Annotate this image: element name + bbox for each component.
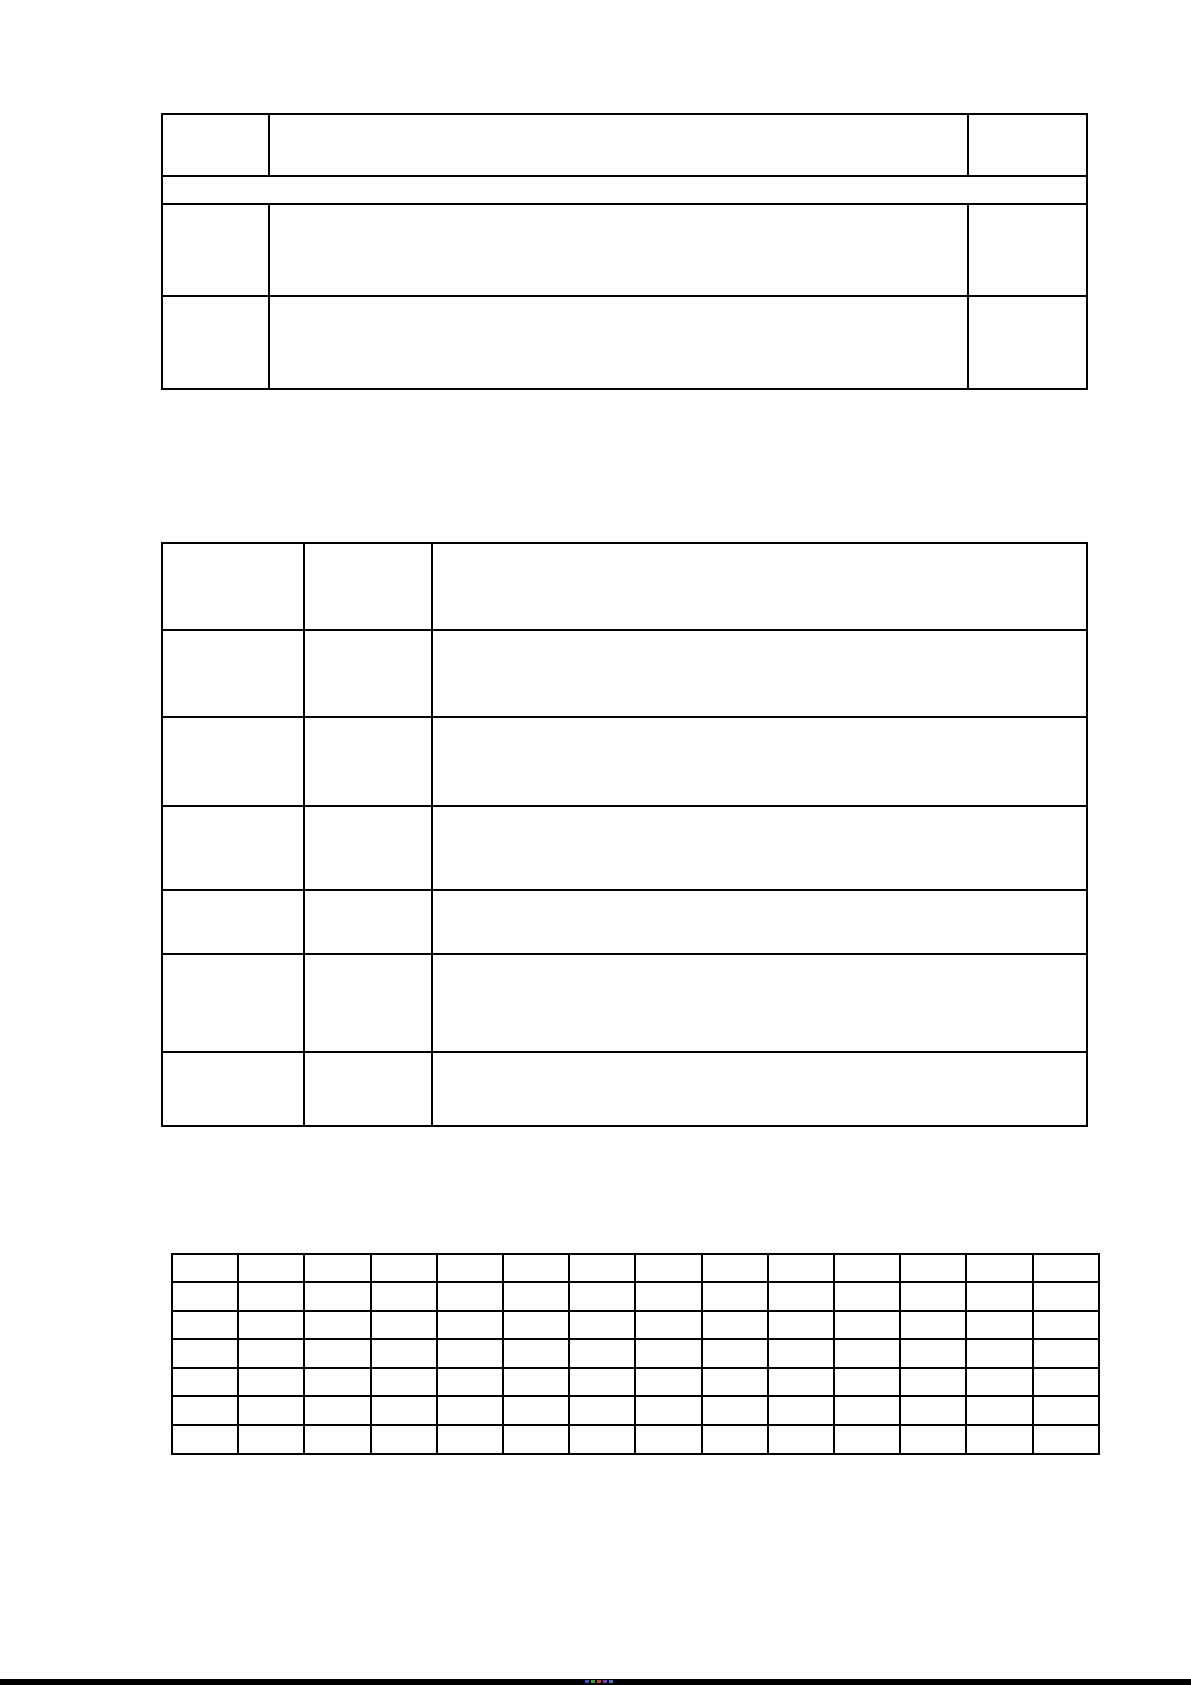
table-cell — [162, 806, 304, 890]
table-cell — [437, 1425, 503, 1454]
table-cell — [900, 1282, 966, 1311]
table-cell — [702, 1368, 768, 1396]
table-cell — [172, 1425, 238, 1454]
table-cell — [304, 1254, 370, 1282]
table-cell — [900, 1425, 966, 1454]
table-cell — [900, 1368, 966, 1396]
table-row — [162, 204, 1087, 296]
table-cell — [966, 1339, 1032, 1368]
table-cell — [569, 1254, 635, 1282]
table-row — [172, 1425, 1099, 1454]
table-cell — [702, 1396, 768, 1425]
table-cell — [768, 1425, 834, 1454]
top-table — [161, 113, 1086, 390]
table-cell — [503, 1368, 569, 1396]
table-cell — [1033, 1311, 1099, 1339]
table-cell — [162, 114, 269, 176]
bottom-grid-table — [171, 1253, 1098, 1455]
table-cell — [371, 1368, 437, 1396]
table-cell — [304, 1368, 370, 1396]
table-cell — [162, 1052, 304, 1126]
table-cell — [304, 1052, 432, 1126]
table-cell — [1033, 1368, 1099, 1396]
table-cell — [304, 630, 432, 717]
table-cell — [834, 1396, 900, 1425]
bottom-bar-speck — [591, 1680, 595, 1683]
middle-table — [161, 542, 1086, 1127]
table-cell — [834, 1311, 900, 1339]
table-cell — [162, 543, 304, 630]
table-cell — [1033, 1254, 1099, 1282]
table-cell — [966, 1282, 1032, 1311]
table-row — [162, 543, 1087, 630]
table-row — [172, 1396, 1099, 1425]
table-cell — [635, 1425, 701, 1454]
table-cell — [503, 1282, 569, 1311]
table-cell — [371, 1425, 437, 1454]
table-cell — [900, 1339, 966, 1368]
table-cell — [172, 1396, 238, 1425]
table-cell — [371, 1254, 437, 1282]
table-row — [172, 1254, 1099, 1282]
table-cell — [371, 1282, 437, 1311]
table-cell — [304, 890, 432, 954]
table-row — [162, 890, 1087, 954]
table-row — [172, 1282, 1099, 1311]
table-cell — [900, 1396, 966, 1425]
table-cell — [238, 1339, 304, 1368]
table-cell — [162, 296, 269, 389]
table-cell — [304, 1425, 370, 1454]
table-row — [172, 1368, 1099, 1396]
table-cell — [768, 1282, 834, 1311]
table-cell — [1033, 1282, 1099, 1311]
table-cell — [304, 1282, 370, 1311]
table-cell — [172, 1368, 238, 1396]
table-cell — [437, 1339, 503, 1368]
table-cell — [238, 1396, 304, 1425]
table-cell — [968, 296, 1087, 389]
table-cell — [569, 1368, 635, 1396]
table-cell — [269, 204, 968, 296]
table-cell — [162, 717, 304, 806]
table-row — [162, 114, 1087, 176]
table-cell — [503, 1425, 569, 1454]
table-row — [162, 296, 1087, 389]
table-cell — [269, 296, 968, 389]
table-cell — [437, 1368, 503, 1396]
table-cell — [172, 1254, 238, 1282]
table-cell — [968, 114, 1087, 176]
table-cell — [238, 1254, 304, 1282]
table-cell — [437, 1282, 503, 1311]
bottom-bar-speck — [609, 1680, 613, 1683]
table-row — [162, 1052, 1087, 1126]
table-cell — [768, 1254, 834, 1282]
table-cell — [768, 1368, 834, 1396]
table-cell — [304, 1311, 370, 1339]
table-cell — [172, 1282, 238, 1311]
table-cell — [503, 1339, 569, 1368]
table-cell — [238, 1311, 304, 1339]
table-row — [162, 954, 1087, 1052]
table-cell — [635, 1339, 701, 1368]
table-row — [162, 806, 1087, 890]
table-cell — [1033, 1339, 1099, 1368]
table-cell — [503, 1396, 569, 1425]
table-cell — [238, 1425, 304, 1454]
table-cell — [437, 1311, 503, 1339]
table-row — [172, 1339, 1099, 1368]
bottom-bar-speck — [597, 1680, 601, 1683]
table-cell — [304, 717, 432, 806]
bottom-bar-speck — [603, 1680, 607, 1683]
table-cell — [569, 1282, 635, 1311]
table-cell — [768, 1311, 834, 1339]
table-cell — [702, 1425, 768, 1454]
table-cell — [162, 890, 304, 954]
table-cell — [834, 1254, 900, 1282]
table-cell — [371, 1396, 437, 1425]
table-cell — [437, 1396, 503, 1425]
table-cell — [172, 1339, 238, 1368]
table-cell — [968, 204, 1087, 296]
table-row — [162, 717, 1087, 806]
table-cell — [635, 1311, 701, 1339]
table-cell — [900, 1254, 966, 1282]
table-cell — [834, 1282, 900, 1311]
table-cell — [371, 1311, 437, 1339]
table-cell — [702, 1311, 768, 1339]
table-cell — [304, 543, 432, 630]
page-bottom-bar — [0, 1679, 1191, 1685]
table-cell — [269, 114, 968, 176]
table-cell — [304, 954, 432, 1052]
table-cell — [635, 1282, 701, 1311]
table-cell — [503, 1254, 569, 1282]
table-cell — [966, 1368, 1032, 1396]
table-cell — [172, 1311, 238, 1339]
table-cell — [432, 890, 1087, 954]
table-cell — [702, 1339, 768, 1368]
table-cell — [238, 1282, 304, 1311]
table-cell — [635, 1254, 701, 1282]
table-row — [162, 176, 1087, 204]
table-cell — [900, 1311, 966, 1339]
table-cell — [966, 1396, 1032, 1425]
table-cell — [834, 1425, 900, 1454]
table-cell — [432, 954, 1087, 1052]
table-cell — [569, 1339, 635, 1368]
table-cell — [768, 1396, 834, 1425]
table-cell — [432, 543, 1087, 630]
table-cell — [768, 1339, 834, 1368]
table-cell — [635, 1396, 701, 1425]
table-cell — [702, 1254, 768, 1282]
table-cell — [834, 1368, 900, 1396]
bottom-bar-speck — [585, 1680, 589, 1683]
table-row — [172, 1311, 1099, 1339]
table-cell — [569, 1396, 635, 1425]
table-cell — [238, 1368, 304, 1396]
table-row — [162, 630, 1087, 717]
table-cell — [432, 717, 1087, 806]
table-cell — [304, 1339, 370, 1368]
table-cell — [966, 1425, 1032, 1454]
table-cell — [966, 1311, 1032, 1339]
table-cell — [966, 1254, 1032, 1282]
table-cell — [432, 630, 1087, 717]
table-cell — [1033, 1396, 1099, 1425]
table-cell — [162, 204, 269, 296]
table-cell — [304, 806, 432, 890]
table-cell — [569, 1425, 635, 1454]
table-cell — [432, 806, 1087, 890]
table-cell — [702, 1282, 768, 1311]
table-cell — [304, 1396, 370, 1425]
table-cell — [1033, 1425, 1099, 1454]
table-cell — [162, 954, 304, 1052]
table-cell — [162, 630, 304, 717]
table-cell — [371, 1339, 437, 1368]
table-cell — [503, 1311, 569, 1339]
table-cell — [432, 1052, 1087, 1126]
table-cell — [834, 1339, 900, 1368]
table-cell — [569, 1311, 635, 1339]
table-cell — [162, 176, 1087, 204]
table-cell — [437, 1254, 503, 1282]
table-cell — [635, 1368, 701, 1396]
